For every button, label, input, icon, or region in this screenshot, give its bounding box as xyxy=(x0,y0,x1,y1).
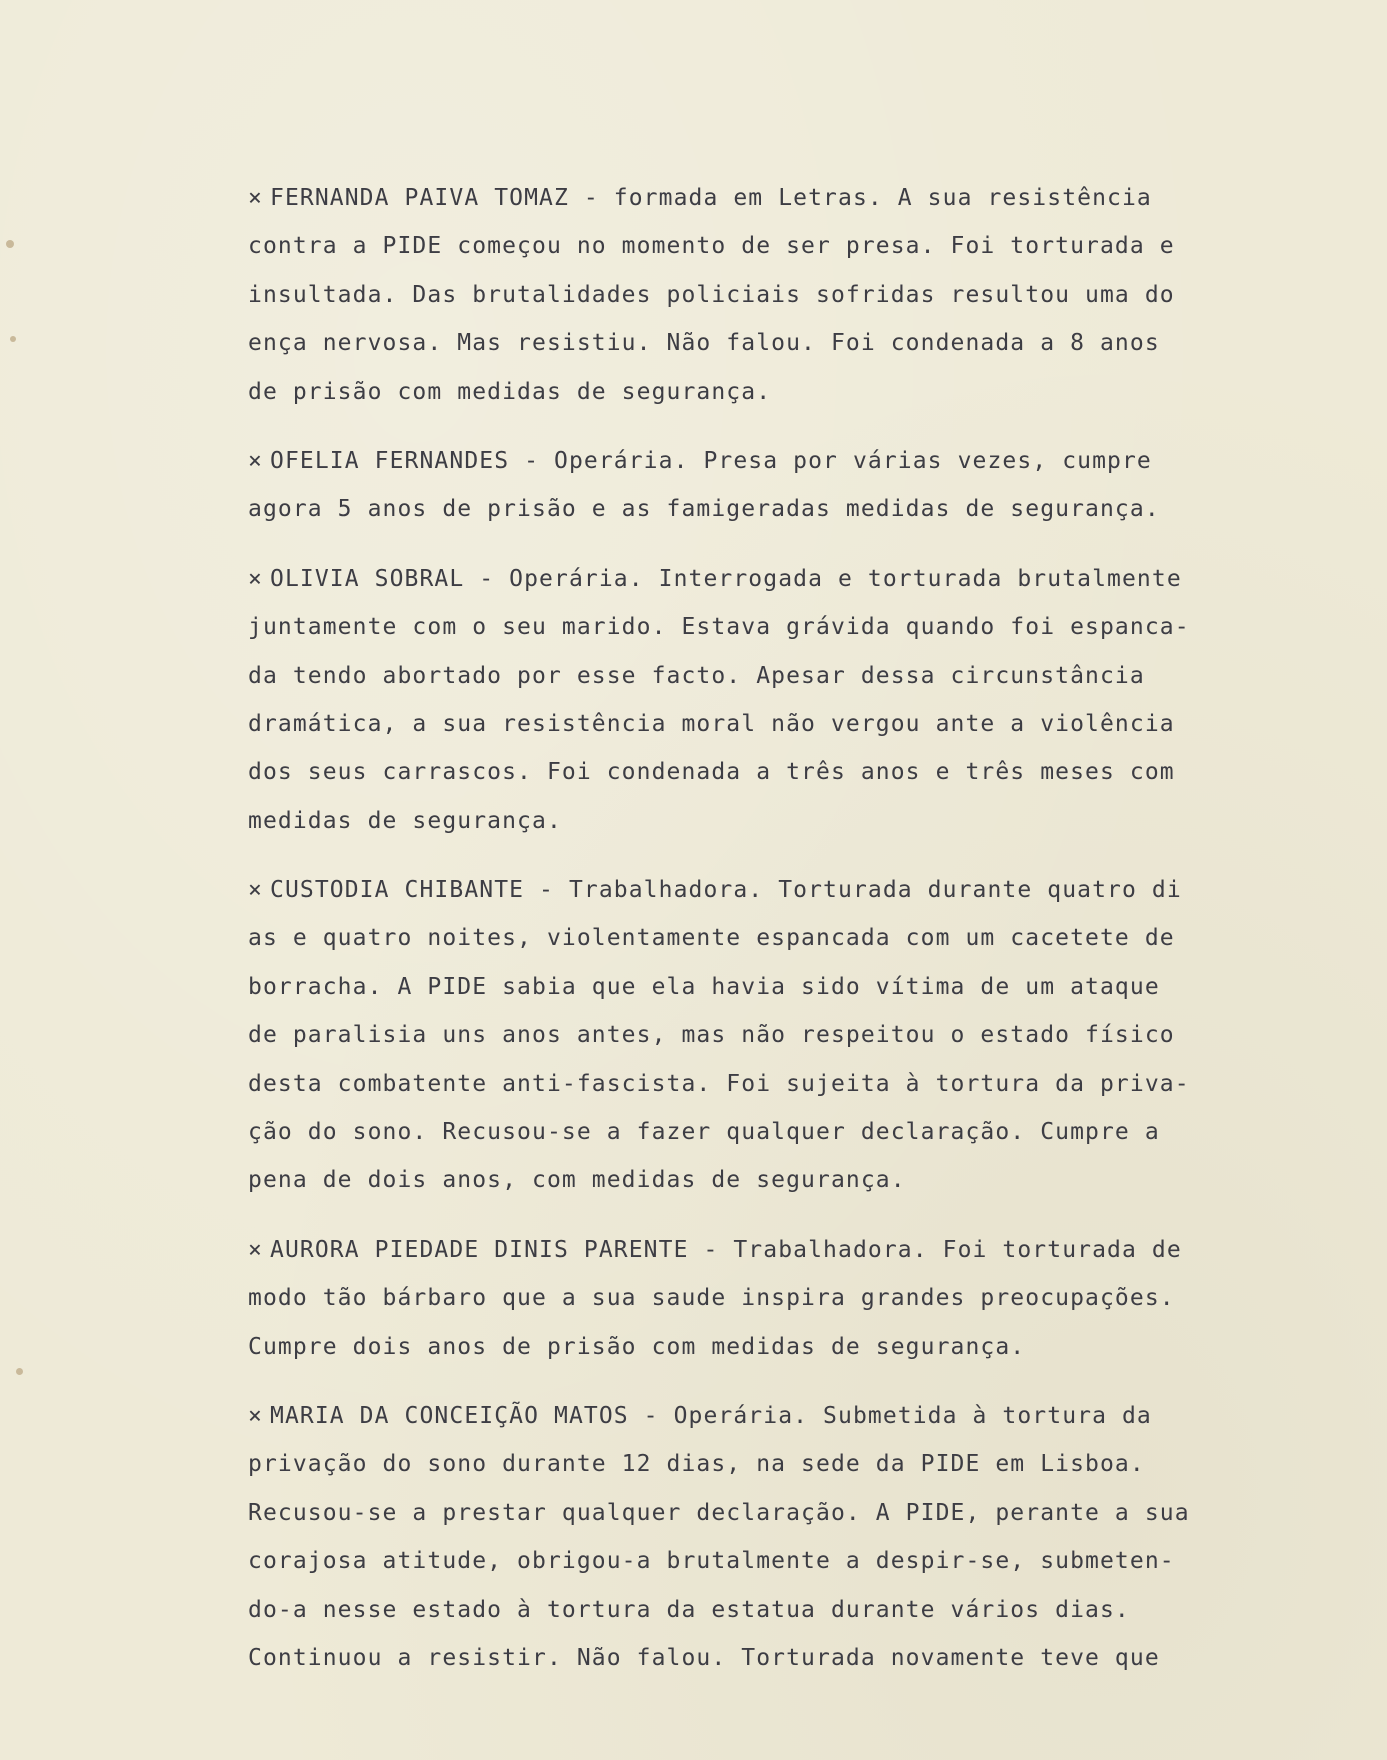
entry-marker: × xyxy=(248,1236,263,1263)
line-text: MARIA DA CONCEIÇÃO MATOS - Operária. Submetida à tortura da xyxy=(270,1402,1152,1429)
text-line: Cumpre dois anos de prisão com medidas de segurança. xyxy=(248,1333,1026,1360)
line-text: CUSTODIA CHIBANTE - Trabalhadora. Torturada durante quatro di xyxy=(270,877,1182,904)
text-line: borracha. A PIDE sabia que ela havia sido vítima de um ataque xyxy=(248,973,1160,1000)
entry-maria-da-conceicao-matos xyxy=(248,1392,1248,1682)
text-line: contra a PIDE começou no momento de ser presa. Foi torturada e xyxy=(248,233,1175,260)
text-line: de paralisia uns anos antes, mas não respeitou o estado físico xyxy=(248,1022,1175,1049)
text-line: medidas de segurança. xyxy=(248,807,562,834)
text-line xyxy=(248,437,1248,485)
line-text: AURORA PIEDADE DINIS PARENTE - Trabalhadora. Foi torturada de xyxy=(270,1236,1182,1263)
paper-mark xyxy=(10,336,16,342)
text-line xyxy=(248,1226,1248,1274)
text-line xyxy=(248,866,1248,914)
text-line: pena de dois anos, com medidas de segurança. xyxy=(248,1167,906,1194)
paper-mark xyxy=(16,1368,23,1375)
line-text: OLIVIA SOBRAL - Operária. Interrogada e torturada brutalmente xyxy=(270,565,1182,592)
text-line: corajosa atitude, obrigou-a brutalmente a despir-se, submeten- xyxy=(248,1548,1175,1575)
line-text: FERNANDA PAIVA TOMAZ - formada em Letras. A sua resistência xyxy=(270,185,1152,211)
paper-mark xyxy=(6,240,14,248)
text-line: do-a nesse estado à tortura da estatua durante vários dias. xyxy=(248,1596,1130,1623)
text-line: Continuou a resistir. Não falou. Torturada novamente teve que xyxy=(248,1644,1160,1671)
text-line: dos seus carrascos. Foi condenada a três anos e três meses com xyxy=(248,759,1175,786)
document-body xyxy=(248,174,1248,1703)
entry-fernanda-paiva-tomaz xyxy=(248,174,1248,416)
entry-ofelia-fernandes xyxy=(248,437,1248,534)
text-line: ção do sono. Recusou-se a fazer qualquer declaração. Cumpre a xyxy=(248,1119,1160,1146)
text-line: juntamente com o seu marido. Estava grávida quando foi espanca- xyxy=(248,614,1190,641)
text-line: dramática, a sua resistência moral não vergou ante a violência xyxy=(248,710,1175,737)
text-line xyxy=(248,1392,1248,1440)
text-line: desta combatente anti-fascista. Foi sujeita à tortura da priva- xyxy=(248,1070,1190,1097)
entry-marker: × xyxy=(248,185,263,211)
line-text: OFELIA FERNANDES - Operária. Presa por várias vezes, cumpre xyxy=(270,447,1152,474)
text-line: insultada. Das brutalidades policiais sofridas resultou uma do xyxy=(248,281,1175,308)
text-line: ença nervosa. Mas resistiu. Não falou. Foi condenada a 8 anos xyxy=(248,330,1160,357)
text-line xyxy=(248,174,1248,222)
text-line: modo tão bárbaro que a sua saude inspira grandes preocupações. xyxy=(248,1285,1175,1312)
entry-marker: × xyxy=(248,877,263,904)
entry-olivia-sobral xyxy=(248,555,1248,845)
text-line: privação do sono durante 12 dias, na sede da PIDE em Lisboa. xyxy=(248,1451,1145,1478)
text-line: da tendo abortado por esse facto. Apesar dessa circunstância xyxy=(248,662,1145,689)
entry-custodia-chibante xyxy=(248,866,1248,1205)
text-line: Recusou-se a prestar qualquer declaração. A PIDE, perante a sua xyxy=(248,1499,1190,1526)
text-line xyxy=(248,555,1248,603)
text-line: agora 5 anos de prisão e as famigeradas medidas de segurança. xyxy=(248,496,1160,523)
entry-aurora-piedade-dinis-parente xyxy=(248,1226,1248,1371)
entry-marker: × xyxy=(248,447,263,474)
text-line: de prisão com medidas de segurança. xyxy=(248,378,772,405)
entry-marker: × xyxy=(248,565,263,592)
entry-marker: × xyxy=(248,1402,263,1429)
text-line: as e quatro noites, violentamente espancada com um cacetete de xyxy=(248,925,1175,952)
